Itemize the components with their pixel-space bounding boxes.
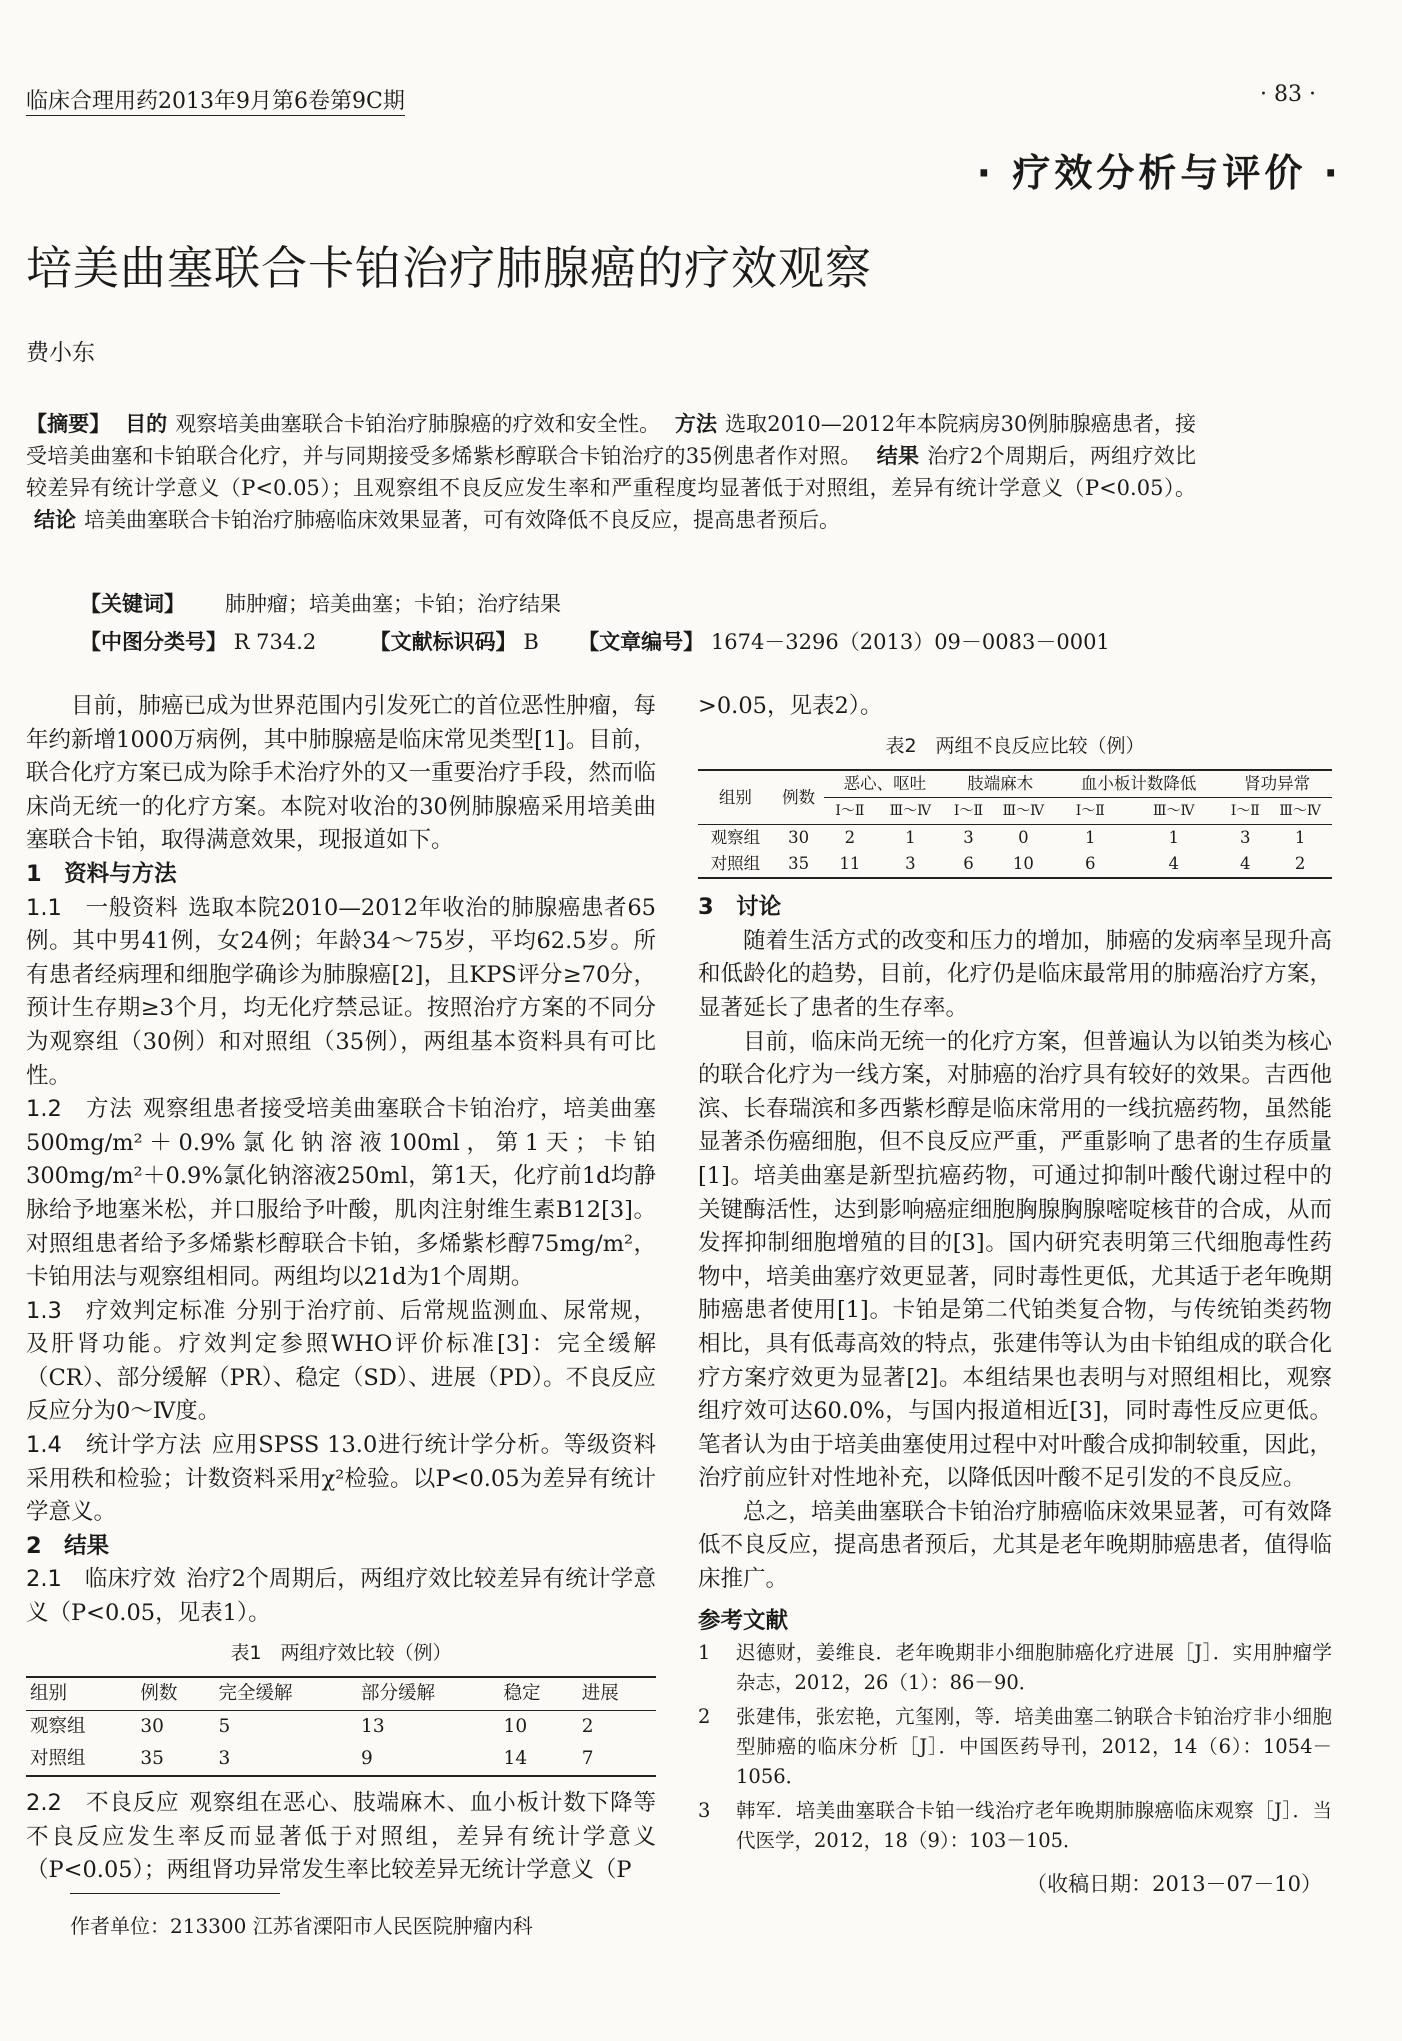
reference-number: 3 [698,1799,711,1823]
table-2-body [698,825,1332,879]
abstract [26,408,1196,536]
table-2-cell: 3 [1240,828,1251,848]
page-number: · 83 · [1260,82,1316,107]
s12-text: 观察组患者接受培美曲塞联合卡铂治疗，培美曲塞500mg/m²＋0.9%氯化钠溶液100ml，第1天；卡铂300mg/m²＋0.9%氯化钠溶液250ml，第1天，化疗前1d均静脉给予地塞米松，并口服给予叶酸，肌肉注射维生素B12[3]。对照组患者给予多烯紫杉醇联合卡铂，多烯紫杉醇75mg/m²，卡铂用法与观察组相同。两组均以21d为1个周期。 [26,1096,656,1291]
abstract-result: 治疗2个周期后，两组疗效比较差异有统计学意义（P<0.05）；且观察组不良反应发生率和严重程度均显著低于对照组，差异有统计学意义（P<0.05）。 [26,444,1197,500]
s11-label: 1.1 一般资料 [26,894,179,921]
table-1-header-cell: 组别 [26,1677,136,1711]
classification-line [80,626,1110,656]
s22-label: 2.2 不良反应 [26,1790,180,1817]
table-1-header-cell: 例数 [136,1677,214,1711]
table-2-count-col-header: 例数 [773,770,825,825]
table-2-cell: 30 [788,828,810,848]
discussion-p1: 随着生活方式的改变和压力的增加，肺癌的发病率呈现升高和低龄化的趋势，目前，化疗仍是临床最常用的肺癌治疗方案，显著延长了患者的生存率。 [698,927,1332,1021]
table-1-header-cell: 部分缓解 [357,1677,500,1711]
table-2-grade-header: Ⅲ～Ⅳ [992,798,1056,825]
table-1-cell: 3 [218,1748,231,1770]
article-title: 培美曲塞联合卡铂治疗肺腺癌的疗效观察 [26,241,872,295]
table-1-cell: 14 [503,1748,528,1770]
section-1-2 [26,1093,656,1295]
table-2-grade-header: Ⅲ～Ⅳ [1125,798,1222,825]
aim-label: 目的 [125,412,168,436]
table-2-group-col-header: 组别 [698,770,773,825]
right-column [698,690,1332,1902]
table-2-group-header: 肾功异常 [1222,770,1332,798]
abstract-method: 选取2010—2012年本院病房30例肺腺癌患者，接受培美曲塞和卡铂联合化疗，并与同期接受多烯紫杉醇联合卡铂治疗的35例患者作对照。 [26,412,1197,468]
s21-text: 治疗2个周期后，两组疗效比较差异有统计学意义（P<0.05，见表1）。 [26,1566,656,1627]
table-2-cell: 4 [1168,854,1180,874]
discussion-p2: 目前，临床尚无统一的化疗方案，但普遍认为以铂类为核心的联合化疗为一线方案，对肺癌的治疗具有较好的效果。吉西他滨、长春瑞滨和多西紫杉醇是临床常用的一线抗癌药物，虽然能显著杀伤癌细胞，但不良反应严重，严重影响了患者的生存质量[1]。培美曲塞是新型抗癌药物，可通过抑制叶酸代谢过程中的关键酶活性，达到影响癌症细胞胸腺胸腺嘧啶核苷的合成，从而发挥抑制细胞增殖的目的[3]。国内研究表明第三代细胞毒性药物中，培美曲塞疗效更显著，同时毒性更低，尤其适于老年晚期肺癌患者使用[1]。卡铂是第二代铂类复合物，与传统铂类药物相比，具有低毒高效的特点，张建伟等认为由卡铂组成的联合化疗方案疗效更为显著[2]。本组结果也表明与对照组相比，观察组疗效可达60.0%，与国内报道相近[3]，同时毒性反应更低。笔者认为由于培美曲塞使用过程中对叶酸合成抑制较重，因此，治疗前应针对性地补充，以降低因叶酸不足引发的不良反应。 [698,1028,1332,1492]
table-2-cell: 10 [1012,854,1034,874]
doc-label: 【文献标识码】 [369,630,517,654]
reference-item [698,1796,1332,1856]
s11-text: 选取本院2010—2012年收治的肺腺癌患者65例。其中男41例，女24例；年龄34～75岁，平均62.5岁。所有患者经病理和细胞学确诊为肺腺癌[2]，且KPS评分≥70分，预计生存期≥3个月，均无化疗禁忌证。按照治疗方案的不同分为观察组（30例）和对照组（35例），两组基本资料具有可比性。 [26,894,656,1089]
table-2-grade-header: Ⅰ～Ⅱ [945,798,991,825]
section-heading: · 疗效分析与评价 · [976,151,1342,195]
method-label: 方法 [674,412,718,436]
table-1-header-row [26,1677,656,1711]
table-1-cell: 对照组 [30,1748,86,1770]
footnote-rule [70,1893,280,1894]
result-label: 结果 [876,444,920,468]
reference-text: 韩军．培美曲塞联合卡铂一线治疗老年晚期肺腺癌临床观察［J］．当代医学，2012，18（9）：103－105． [736,1799,1332,1853]
reference-item [698,1702,1332,1792]
table-1-row [26,1743,656,1776]
s14-text: 应用SPSS 13.0进行统计学分析。等级资料采用秩和检验；计数资料采用χ²检验。以P<0.05为差异有统计学意义。 [26,1432,656,1526]
table-2-cell: 3 [963,828,974,848]
table-2-group-row [698,770,1332,798]
keywords-label: 【关键词】 [80,592,185,616]
table-1-cell: 9 [361,1748,373,1770]
s14-label: 1.4 统计学方法 [26,1432,202,1459]
reference-list [698,1638,1332,1856]
doc-value: B [523,630,539,654]
class-value: R 734.2 [233,630,317,654]
table-1-cell: 13 [361,1716,385,1738]
table-2-grade-header: Ⅰ～Ⅱ [824,798,875,825]
table-2-grade-header: Ⅲ～Ⅳ [875,798,945,825]
table-1-header-cell: 稳定 [500,1677,578,1711]
table-1-caption: 表1 两组疗效比较（例） [230,1641,452,1664]
s12-label: 1.2 方法 [26,1096,133,1123]
s22-text: 观察组在恶心、肢端麻木、血小板计数下降等不良反应发生率反而显著低于对照组，差异有统计学意义（P<0.05）；两组肾功异常发生率比较差异无统计学意义（P [26,1790,656,1884]
table-1-cell: 7 [581,1748,594,1770]
discussion-p3: 总之，培美曲塞联合卡铂治疗肺癌临床效果显著，可有效降低不良反应，提高患者预后，尤其是老年晚期肺癌患者，值得临床推广。 [698,1498,1332,1593]
s21-label: 2.1 临床疗效 [26,1566,176,1593]
table-2-cell: 11 [839,854,861,874]
table-1-cell: 2 [581,1716,594,1738]
table-2-cell: 1 [1168,828,1180,848]
s13-text: 分别于治疗前、后常规监测血、尿常规，及肝肾功能。疗效判定参照WHO评价标准[3]：完全缓解（CR）、部分缓解（PR）、稳定（SD）、进展（PD）。不良反应反应分为0～Ⅳ度。 [26,1297,656,1425]
table-2-group-header: 肢端麻木 [945,770,1055,798]
article-no-value: 1674－3296（2013）09－0083－0001 [710,630,1110,654]
table-2 [698,769,1332,879]
conclusion-label: 结论 [34,508,76,532]
received-date: （收稿日期：2013－07－10） [1026,1872,1322,1897]
author-affiliation: 作者单位：213300 江苏省溧阳市人民医院肿瘤内科 [70,1914,533,1938]
section-1-4 [26,1429,656,1530]
intro-paragraph: 目前，肺癌已成为世界范围内引发死亡的首位恶性肿瘤，每年约新增1000万病例，其中肺腺癌是临床常见类型[1]。目前，联合化疗方案已成为除手术治疗外的又一重要治疗手段，然而临床尚无统一的化疗方案。本院对收治的30例肺腺癌采用培美曲塞联合卡铂，取得满意效果，现报道如下。 [26,693,657,854]
section-2-2 [26,1787,656,1888]
author: 费小东 [26,340,95,366]
reference-number: 2 [698,1705,711,1729]
section-3-title: 3 讨论 [698,894,782,921]
table-1-row [26,1711,656,1744]
references-title: 参考文献 [698,1607,789,1634]
table-2-caption: 表2 两组不良反应比较（例） [885,734,1145,757]
keywords [80,588,561,618]
table-1-cell: 观察组 [30,1716,86,1738]
article-no-label: 【文章编号】 [578,630,705,654]
table-2-row [698,825,1332,852]
table-2-cell: 1 [1085,828,1096,848]
section-2-title: 2 结果 [26,1532,110,1559]
section-2-1 [26,1563,656,1630]
abstract-aim: 观察培美曲塞联合卡铂治疗肺腺癌的疗效和安全性。 [175,412,661,436]
table-2-grade-header: Ⅲ～Ⅳ [1268,798,1332,825]
table-1-body [26,1711,656,1777]
table-1 [26,1676,656,1777]
table-2-cell: 4 [1240,854,1251,874]
table-2-grade-header: Ⅰ～Ⅱ [1222,798,1268,825]
reference-text: 迟德财，姜维良．老年晚期非小细胞肺癌化疗进展［J］．实用肿瘤学杂志，2012，26（1）：86－90． [736,1641,1332,1695]
table-1-cell: 35 [140,1748,164,1770]
class-label: 【中图分类号】 [80,630,227,654]
table-2-cell: 2 [1294,854,1306,874]
table-1-cell: 5 [218,1716,231,1738]
reference-item [698,1638,1332,1698]
table-2-cell: 1 [905,828,916,848]
table-2-group-header: 恶心、呕吐 [824,770,945,798]
table-2-cell: 6 [963,854,974,874]
table-1-cell: 30 [140,1716,164,1738]
reference-number: 1 [698,1641,711,1665]
s22-continued: >0.05，见表2）。 [698,693,883,719]
table-2-cell: 1 [1294,828,1306,848]
table-2-cell: 观察组 [710,828,761,848]
section-1-3 [26,1295,656,1429]
abstract-conclusion: 培美曲塞联合卡铂治疗肺癌临床效果显著，可有效降低不良反应，提高患者预后。 [84,508,840,532]
section-1-1 [26,892,656,1094]
reference-text: 张建伟，张宏艳，亢玺刚，等．培美曲塞二钠联合卡铂治疗非小细胞型肺癌的临床分析［J］．中国医药导刊，2012，14（6）：1054－1056． [736,1705,1332,1789]
section-1-title: 1 资料与方法 [26,860,177,887]
left-column [26,690,656,1888]
table-2-cell: 6 [1085,854,1096,874]
abstract-label: 【摘要】 [26,412,111,436]
keywords-value: 肺肿瘤；培美曲塞；卡铂；治疗结果 [225,592,561,616]
table-1-header-cell: 完全缓解 [215,1677,358,1711]
s13-label: 1.3 疗效判定标准 [26,1297,227,1324]
table-2-row [698,851,1332,878]
table-2-cell: 3 [905,854,916,874]
table-1-header-cell: 进展 [578,1677,656,1711]
table-2-cell: 2 [844,828,856,848]
table-1-cell: 10 [503,1716,528,1738]
table-2-group-header: 血小板计数降低 [1055,770,1222,798]
table-2-grade-header: Ⅰ～Ⅱ [1055,798,1125,825]
table-2-cell: 35 [788,854,810,874]
table-2-cell: 0 [1018,828,1029,848]
journal-header: 临床合理用药2013年9月第6卷第9C期 [26,89,405,114]
table-2-cell: 对照组 [710,854,761,874]
